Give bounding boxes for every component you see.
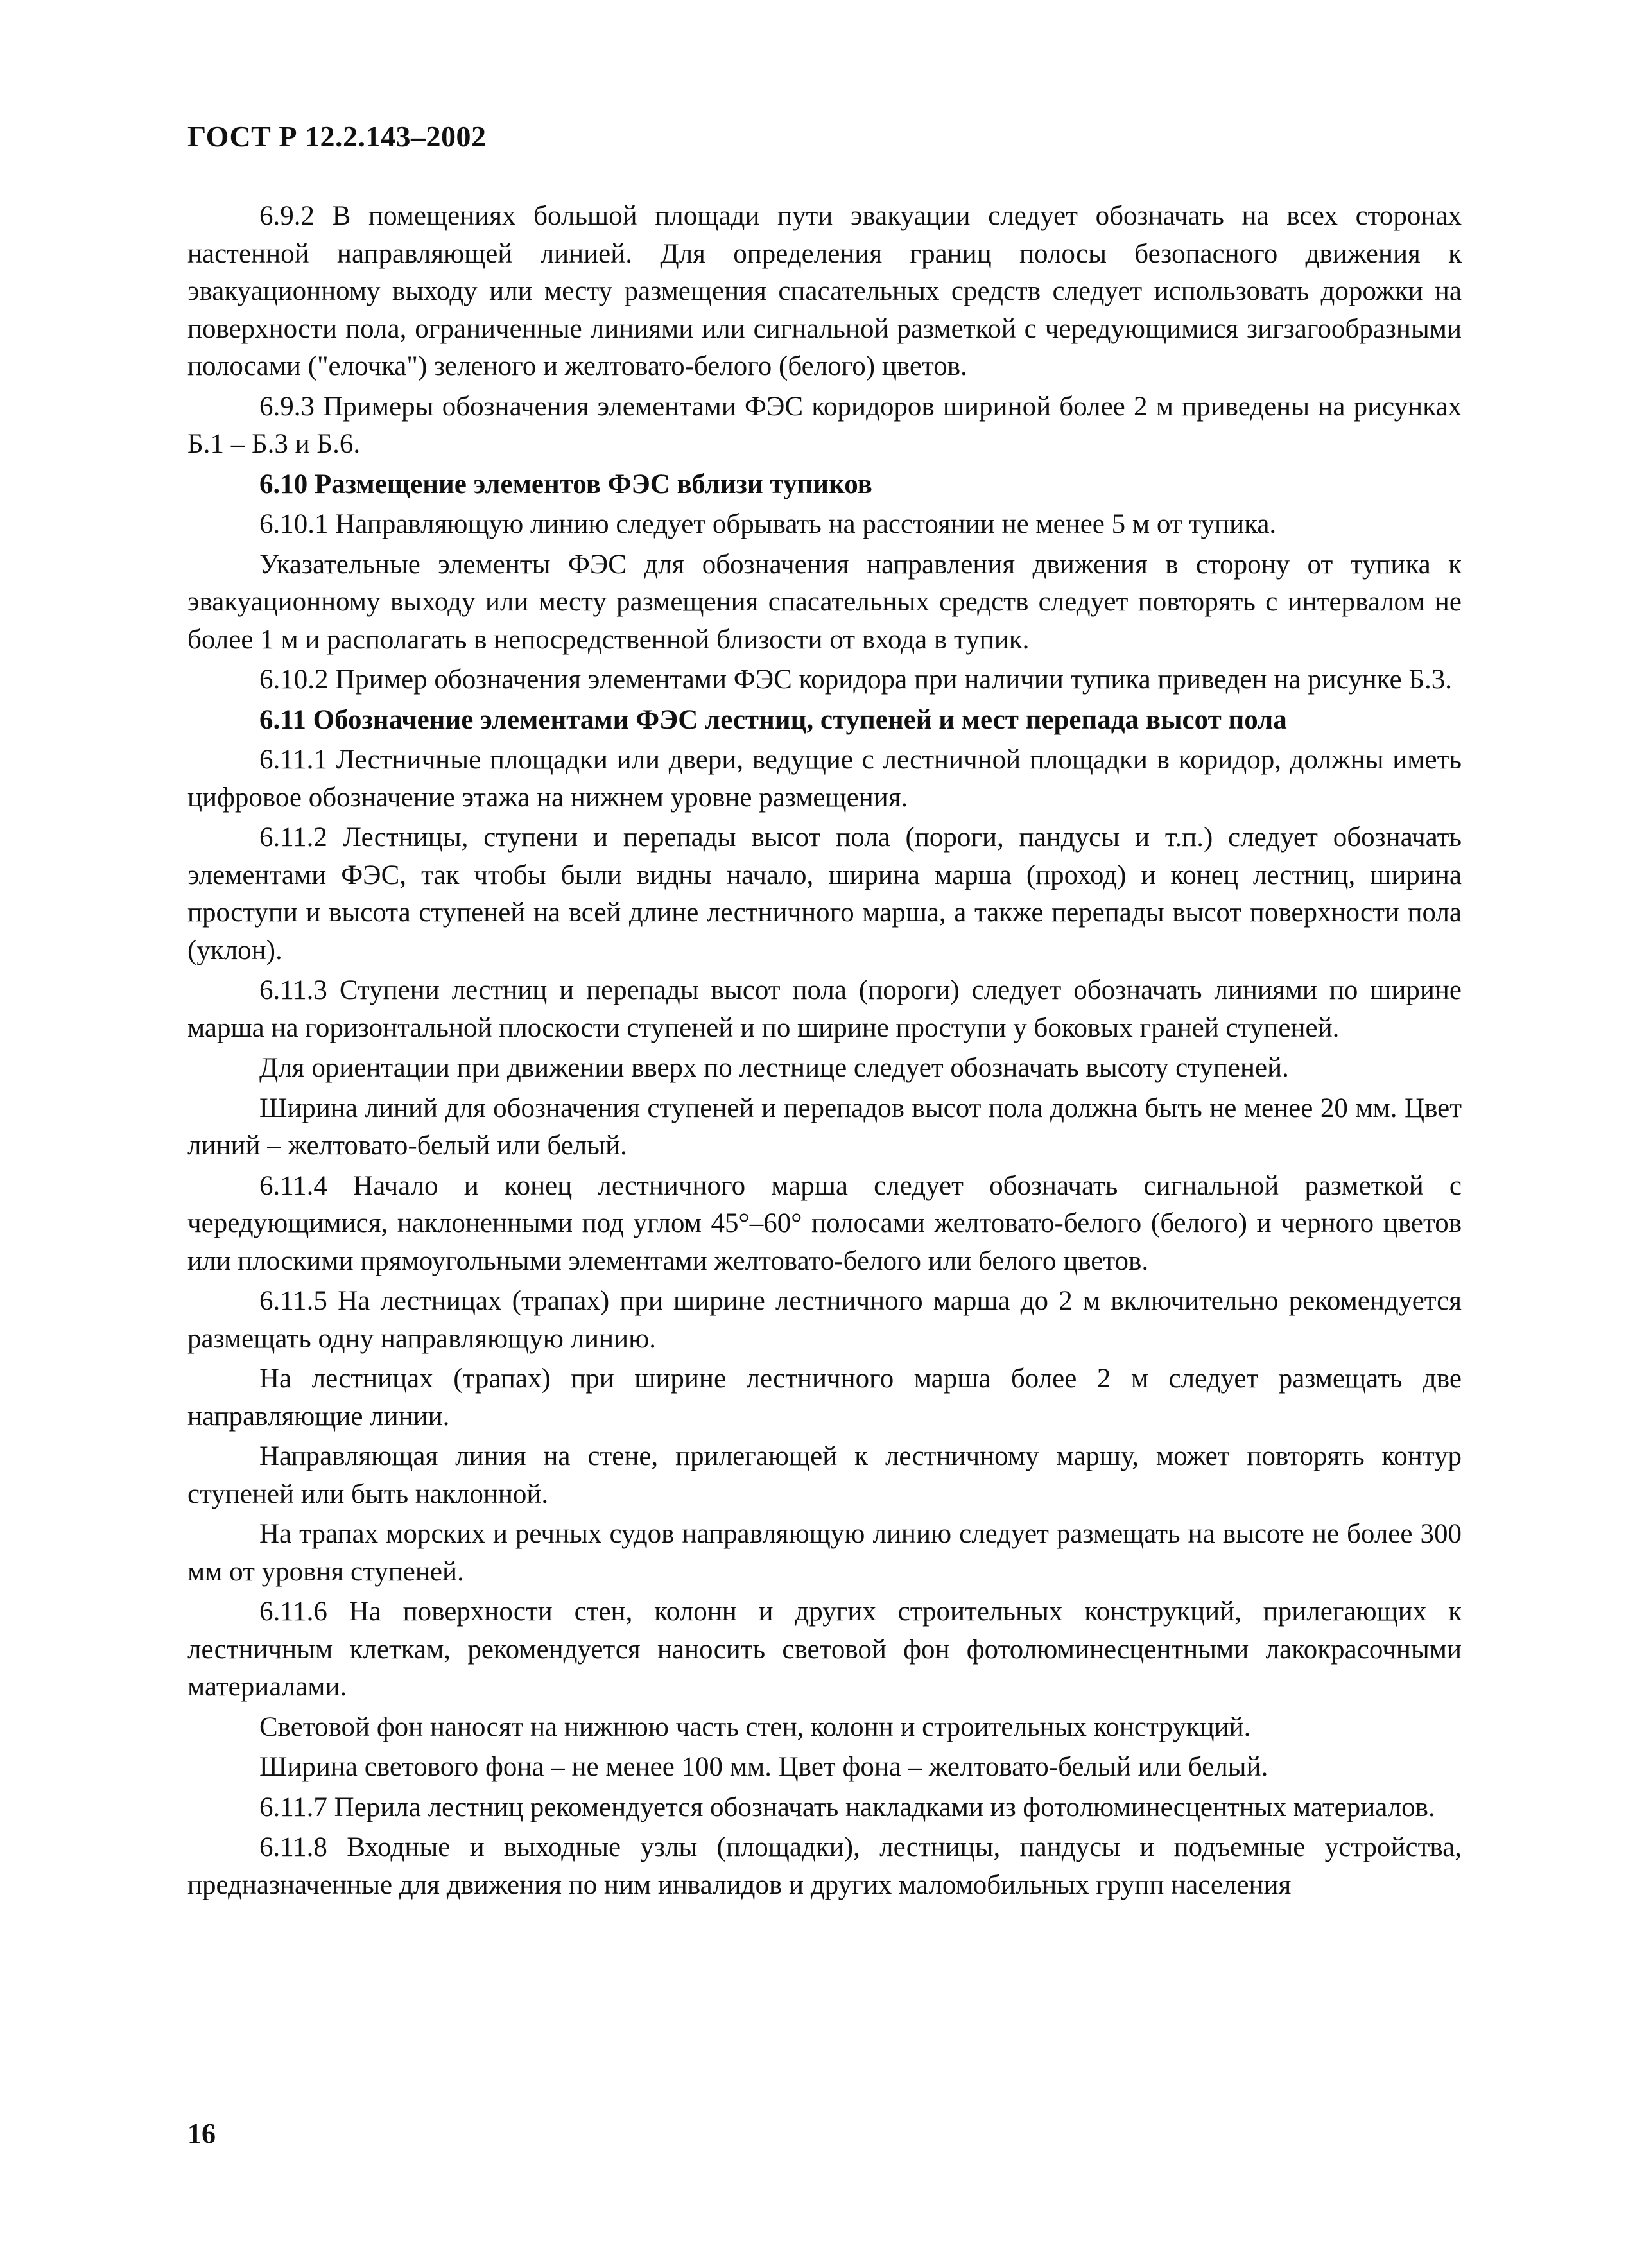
document-header: ГОСТ Р 12.2.143–2002 bbox=[187, 120, 487, 153]
paragraph: Ширина светового фона – не менее 100 мм. Цвет фона – желтовато-белый или белый. bbox=[259, 1752, 1268, 1782]
paragraph-6-9-3: 6.9.3 Примеры обозначения элементами ФЭС коридоров шириной более 2 м приведены на рисунках Б.1 – Б.3 и Б.6. bbox=[187, 391, 1462, 459]
paragraph-6-11-4: 6.11.4 Начало и конец лестничного марша следует обозначать сигнальной разметкой с чередующимися, наклоненными под углом 45°–60° полосами желтовато-белого (белого) и черного цветов или плоскими прямоугольными элементами желтовато-белого или белого цветов. bbox=[187, 1170, 1462, 1276]
paragraph-6-11-2: 6.11.2 Лестницы, ступени и перепады высот пола (пороги, пандусы и т.п.) следует обозначать элементами ФЭС, так чтобы были видны начало, ширина марша (проход) и конец лестниц, ширина проступи и высота ступеней на всей длине лестничного марша, а также перепады высот поверхности пола (уклон). bbox=[187, 822, 1462, 965]
section-heading-6-11: 6.11 Обозначение элементами ФЭС лестниц, ступеней и мест перепада высот пола bbox=[259, 704, 1287, 735]
page-number: 16 bbox=[187, 2118, 216, 2149]
paragraph-6-11-8: 6.11.8 Входные и выходные узлы (площадки), лестницы, пандусы и подъемные устройства, предназначенные для движения по ним инвалидов и других маломобильных групп населения bbox=[187, 1832, 1462, 1900]
paragraph: Направляющая линия на стене, прилегающей к лестничному маршу, может повторять контур ступеней или быть наклонной. bbox=[187, 1441, 1462, 1509]
paragraph: Световой фон наносят на нижнюю часть стен, колонн и строительных конструкций. bbox=[259, 1711, 1251, 1742]
document-body bbox=[187, 198, 1462, 1904]
paragraph-6-11-7: 6.11.7 Перила лестниц рекомендуется обозначать накладками из фотолюминесцентных материалов. bbox=[259, 1792, 1435, 1822]
paragraph-6-11-1: 6.11.1 Лестничные площадки или двери, ведущие с лестничной площадки в коридор, должны иметь цифровое обозначение этажа на нижнем уровне размещения. bbox=[187, 745, 1462, 813]
paragraph-6-11-5: 6.11.5 На лестницах (трапах) при ширине лестничного марша до 2 м включительно рекомендуется размещать одну направляющую линию. bbox=[187, 1286, 1462, 1354]
section-heading-6-10: 6.10 Размещение элементов ФЭС вблизи тупиков bbox=[259, 469, 872, 499]
paragraph-6-11-6: 6.11.6 На поверхности стен, колонн и других строительных конструкций, прилегающих к лестничным клеткам, рекомендуется наносить световой фон фотолюминесцентными лакокрасочными материалами. bbox=[187, 1597, 1462, 1702]
paragraph: Указательные элементы ФЭС для обозначения направления движения в сторону от тупика к эвакуационному выходу или месту размещения спасательных средств следует повторять с интервалом не более 1 м и располагать в непосредственной близости от входа в тупик. bbox=[187, 549, 1462, 655]
paragraph-6-10-1: 6.10.1 Направляющую линию следует обрывать на расстоянии не менее 5 м от тупика. bbox=[259, 509, 1277, 539]
paragraph: На трапах морских и речных судов направляющую линию следует размещать на высоте не более 300 мм от уровня ступеней. bbox=[187, 1519, 1462, 1587]
paragraph-6-11-3: 6.11.3 Ступени лестниц и перепады высот пола (пороги) следует обозначать линиями по ширине марша на горизонтальной плоскости ступеней и по ширине проступи у боковых граней ступеней. bbox=[187, 975, 1462, 1043]
paragraph-6-9-2: 6.9.2 В помещениях большой площади пути эвакуации следует обозначать на всех сторонах настенной направляющей линией. Для определения границ полосы безопасного движения к эвакуационному выходу или месту размещения спасательных средств следует использовать дорожки на поверхности пола, ограниченные линиями или сигнальной разметкой с чередующимися зигзагообразными полосами ("елочка") зеленого и желтовато-белого (белого) цветов. bbox=[187, 201, 1462, 381]
paragraph: Ширина линий для обозначения ступеней и перепадов высот пола должна быть не менее 20 мм. Цвет линий – желтовато-белый или белый. bbox=[187, 1093, 1462, 1161]
paragraph-6-10-2: 6.10.2 Пример обозначения элементами ФЭС коридора при наличии тупика приведен на рисунке Б.3. bbox=[259, 664, 1452, 695]
paragraph: На лестницах (трапах) при ширине лестничного марша более 2 м следует размещать две направляющие линии. bbox=[187, 1363, 1462, 1432]
paragraph: Для ориентации при движении вверх по лестнице следует обозначать высоту ступеней. bbox=[259, 1053, 1289, 1083]
